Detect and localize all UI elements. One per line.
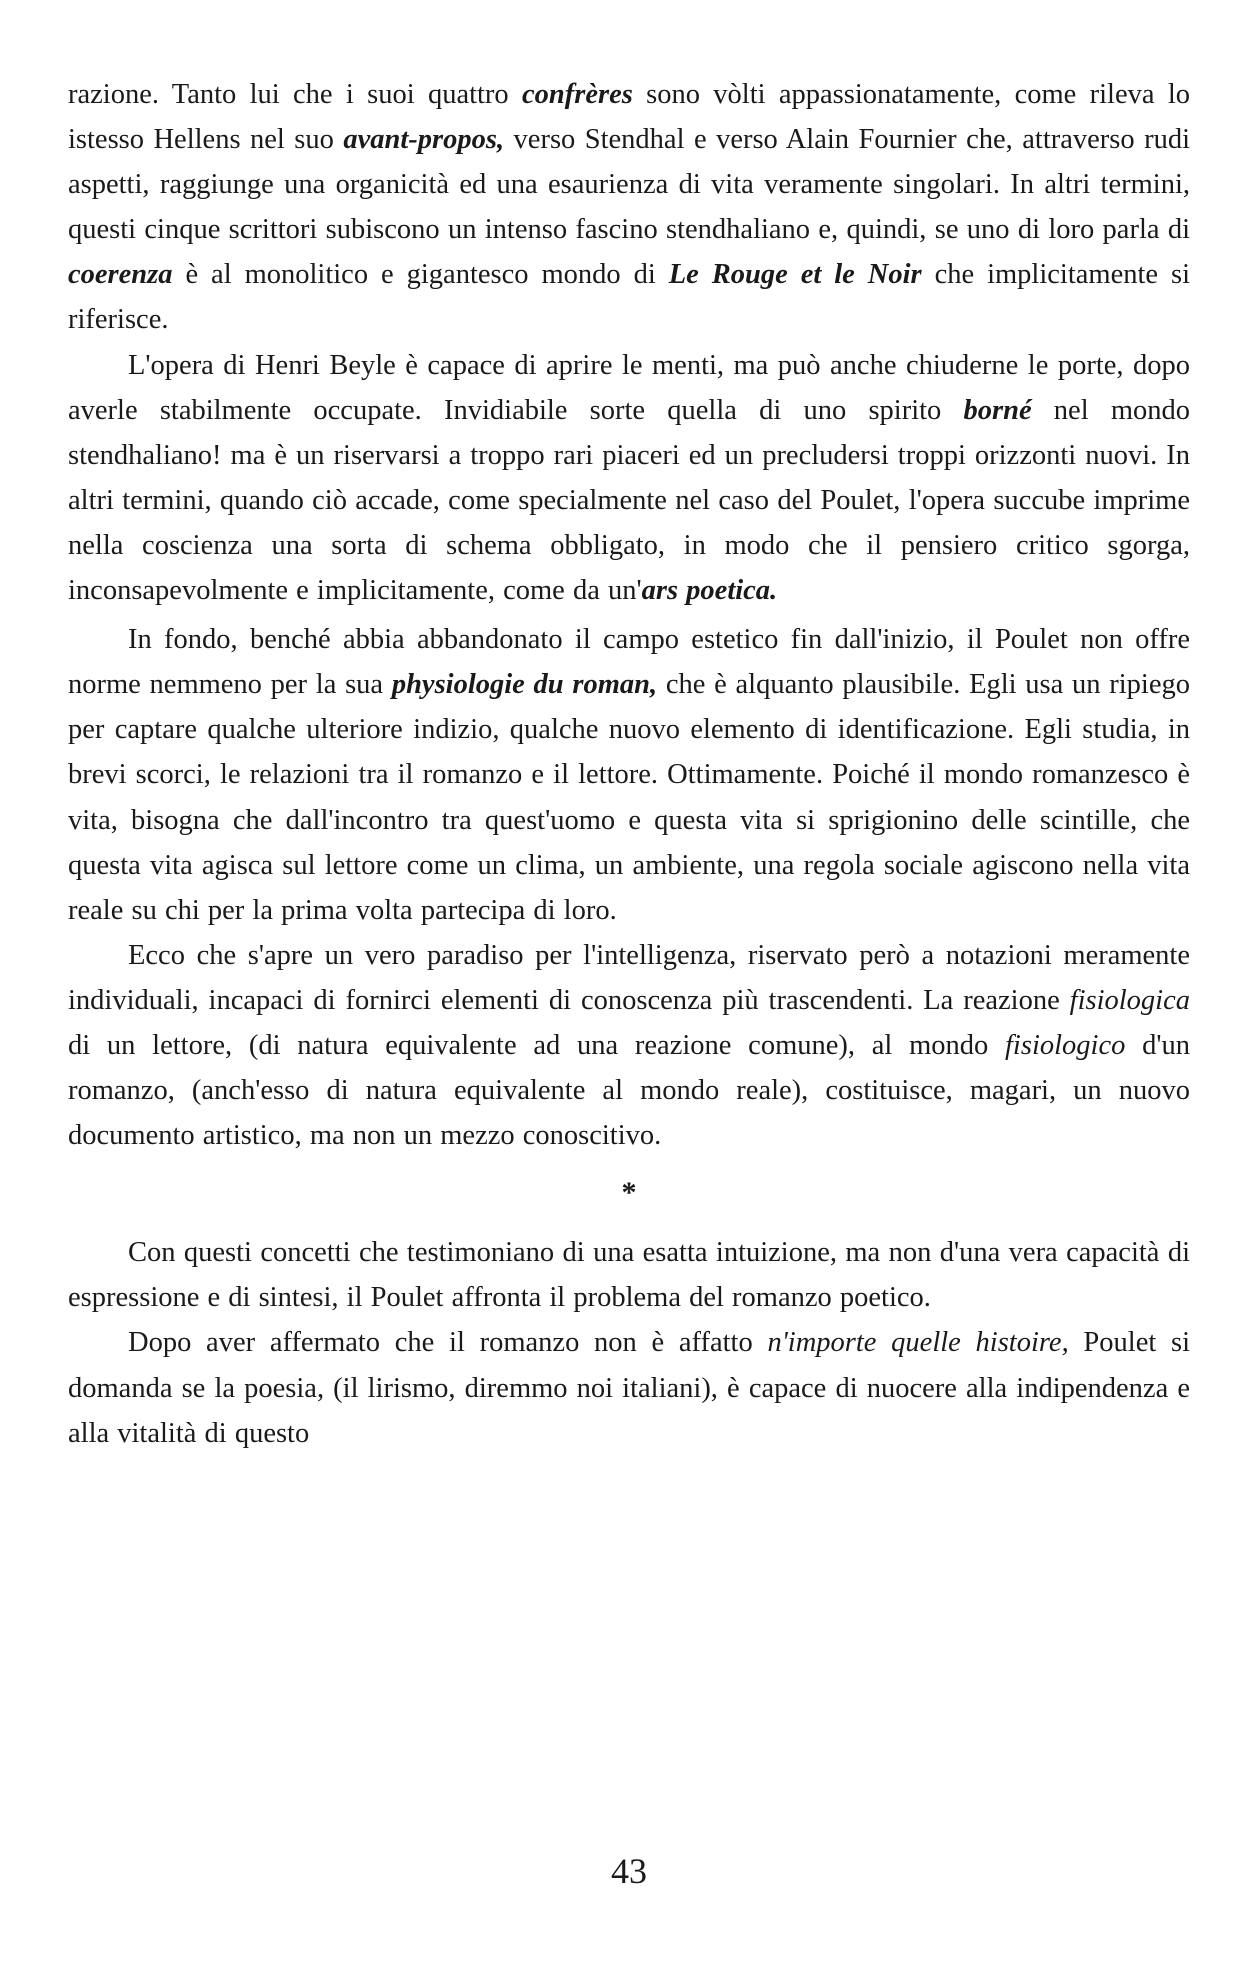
text-run: verso Stendhal e verso Alain Fournier che, attraverso rudi aspetti, raggiunge una organicità ed una esaurienza di vita veramente singolari. In altri termini, questi cinque scrittori subiscono un intenso fascino stendhaliano e, quindi, se uno di loro parla di xyxy=(68,124,1190,246)
page-number: 43 xyxy=(611,1851,647,1891)
paragraph xyxy=(68,1320,1190,1455)
italic-title: Le Rouge et le Noir xyxy=(668,259,922,291)
text-run: L'opera di Henri Beyle è capace di aprire le menti, ma può anche chiuderne le porte, dopo averle stabilmente occupate. Invidiabile sorte quella di uno spirito xyxy=(68,349,1190,426)
paragraph xyxy=(68,933,1190,1158)
italic-term: borné xyxy=(963,394,1032,426)
paragraph xyxy=(68,617,1190,933)
page-body xyxy=(68,72,1190,1456)
italic-term: physiologie du roman, xyxy=(391,669,658,701)
section-separator: * xyxy=(621,1176,637,1210)
paragraph xyxy=(68,72,1190,343)
italic-term: avant-propos, xyxy=(343,124,505,156)
text-run: razione. Tanto lui che i suoi quattro xyxy=(68,79,522,110)
text-run: che implicitamente si riferisce. xyxy=(68,259,1191,336)
text-run: d'un romanzo, (anch'esso di natura equivalente al mondo reale), costituisce, magari, un nuovo documento artistico, ma non un mezzo conoscitivo. xyxy=(68,1029,1191,1152)
paragraph xyxy=(68,343,1190,614)
text-run: che è alquanto plausibile. Egli usa un ripiego per captare qualche ulteriore indizio, qualche nuovo elemento di identificazione. Egli studia, in brevi scorci, le relazioni tra il romanzo e il lettore. Ottimamente. Poiché il mondo romanzesco è vita, bisogna che dall'incontro tra quest'uomo e questa vita si sprigionino delle scintille, che questa vita agisca sul lettore come un clima, un ambiente, una regola sociale agiscono nella vita reale su chi per la prima volta partecipa di loro. xyxy=(68,669,1190,926)
italic-term: n'importe quelle histoire, xyxy=(767,1327,1069,1359)
italic-term: fisiologica xyxy=(1069,984,1190,1016)
italic-term: ars poetica. xyxy=(641,575,778,607)
text-run: Con questi concetti che testimoniano di una esatta intuizione, ma non d'una vera capacità di espressione e di sintesi, il Poulet affronta il problema del romanzo poetico. xyxy=(68,1237,1190,1314)
italic-term: confrères xyxy=(522,79,633,110)
text-run: Ecco che s'apre un vero paradiso per l'intelligenza, riservato però a notazioni meramente individuali, incapaci di fornirci elementi di conoscenza più trascendenti. La reazione xyxy=(68,939,1190,1016)
text-run: Dopo aver affermato che il romanzo non è affatto xyxy=(128,1327,768,1359)
italic-term: fisiologico xyxy=(1005,1029,1126,1061)
text-run: di un lettore, (di natura equivalente ad una reazione comune), al mondo xyxy=(68,1029,1006,1061)
italic-term: coerenza xyxy=(68,259,173,291)
text-run: In fondo, benché abbia abbandonato il campo estetico fin dall'inizio, il Poulet non offre norme nemmeno per la sua xyxy=(68,624,1190,701)
paragraph xyxy=(68,1230,1190,1320)
text-run: sono vòlti appassionatamente, come rileva lo istesso Hellens nel suo xyxy=(68,79,1190,156)
text-run: è al monolitico e gigantesco mondo di xyxy=(172,259,669,291)
text-run: Poulet si domanda se la poesia, (il lirismo, diremmo noi italiani), è capace di nuocere alla indipendenza e alla vitalità di questo xyxy=(68,1327,1190,1449)
text-run: nel mondo stendhaliano! ma è un riservarsi a troppo rari piaceri ed un precludersi troppi orizzonti nuovi. In altri termini, quando ciò accade, come specialmente nel caso del Poulet, l'opera succube imprime nella coscienza una sorta di schema obbligato, in modo che il pensiero critico sgorga, inconsapevolmente e implicitamente, come da un' xyxy=(68,394,1190,607)
